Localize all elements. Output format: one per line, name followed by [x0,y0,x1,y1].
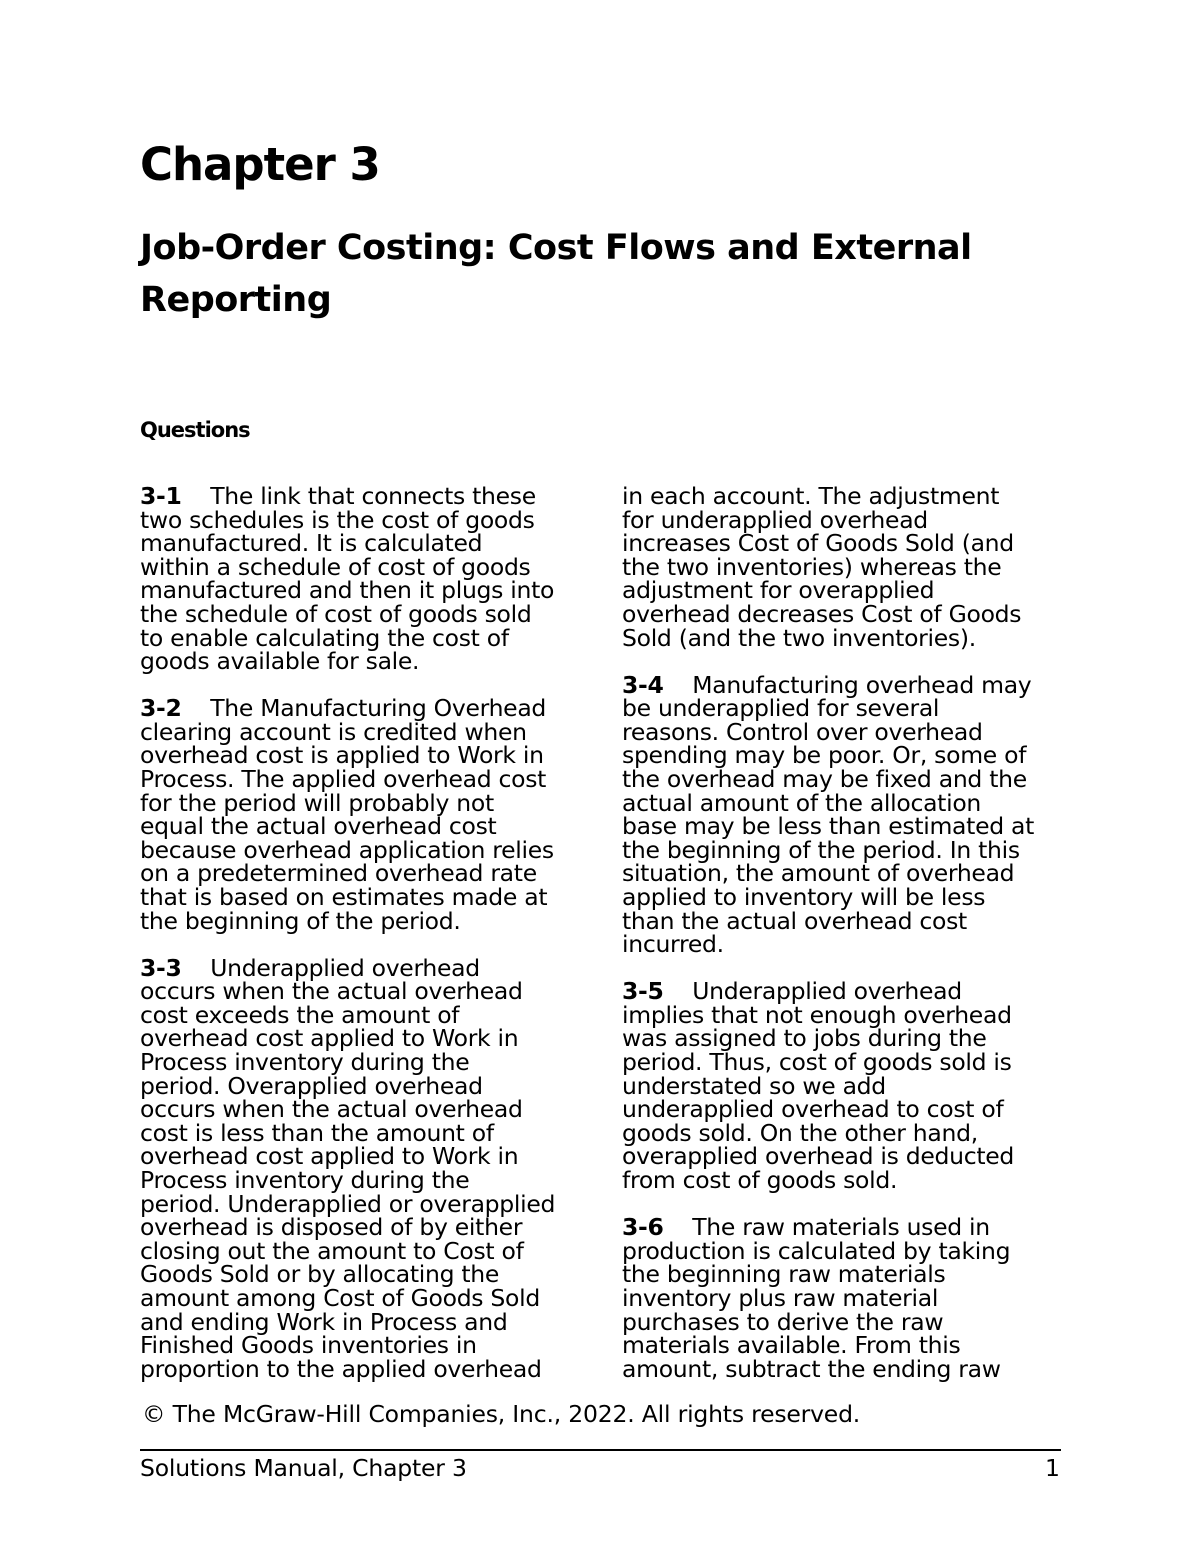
section-heading-questions: Questions [140,418,250,442]
question-3-4 [622,670,1062,959]
question-text: The raw materials used in production is calculated by taking the beginning raw materials inventory plus raw material purchases to derive the raw materials available. From this amount, subtract the ending raw [622,1213,1011,1383]
chapter-subtitle: Job-Order Costing: Cost Flows and External Reporting [140,228,972,320]
question-number: 3-5 [622,977,664,1006]
page-number: 1 [1045,1454,1060,1482]
question-text: The Manufacturing Overhead clearing account is credited when overhead cost is applied to Work in Process. The applied overhead cost for the period will probably not equal the actual overhead cost because overhead application relies on a predetermined overhead rate that is based on estimates made at the beginning of the period. [140,694,554,935]
question-number: 3-6 [622,1213,664,1242]
footer-divider [140,1449,1061,1451]
question-text: Manufacturing overhead may be underapplied for several reasons. Control over overhead spending may be poor. Or, some of the overhead may be fixed and the actual amount of the allocation base may be less than estimated at the beginning of the period. In this situation, the amount of overhead applied to inventory will be less than the actual overhead cost incurred. [622,670,1035,959]
question-3-5 [622,977,1062,1195]
question-text: The link that connects these two schedules is the cost of goods manufactured. It is calculated within a schedule of cost of goods manufactured and then it plugs into the schedule of cost of goods sold to enable calculating the cost of goods available for sale. [140,482,555,676]
question-number: 3-2 [140,694,182,723]
left-column [140,482,585,1405]
right-column [622,482,1062,1405]
question-text: Underapplied overhead occurs when the actual overhead cost exceeds the amount of overhead cost applied to Work in Process inventory during the period. Overapplied overhead occurs when the actual overhead cost is less than the amount of overhead cost applied to Work in Process inventory during the period. Underapplied or overapplied overhead is disposed of by either closing out the amount to Cost of Goods Sold or by allocating the amount among Cost of Goods Sold and ending Work in Process and Finished Goods inventories in proportion to the applied overhead [140,953,556,1383]
footer-title: Solutions Manual, Chapter 3 [140,1454,467,1482]
question-number: 3-1 [140,482,182,510]
question-3-2 [140,694,585,935]
question-number: 3-4 [622,670,664,699]
question-number: 3-3 [140,953,182,982]
chapter-title: Chapter 3 [140,138,380,191]
question-3-1 [140,482,585,676]
question-3-3 [140,953,585,1383]
question-3-6 [622,1213,1062,1383]
copyright-notice: © The McGraw-Hill Companies, Inc., 2022. All rights reserved. [142,1400,861,1428]
question-text: Underapplied overhead implies that not enough overhead was assigned to jobs during the period. Thus, cost of goods sold is understated so we add underapplied overhead to cost of goods sold. On the other hand, overapplied overhead is deducted from cost of goods sold. [622,977,1015,1195]
question-3-3-continued: in each account. The adjustment for underapplied overhead increases Cost of Goods Sold (and the two inventories) whereas the adjustment for overapplied overhead decreases Cost of Goods Sold (and the two inventories). [622,482,1022,652]
